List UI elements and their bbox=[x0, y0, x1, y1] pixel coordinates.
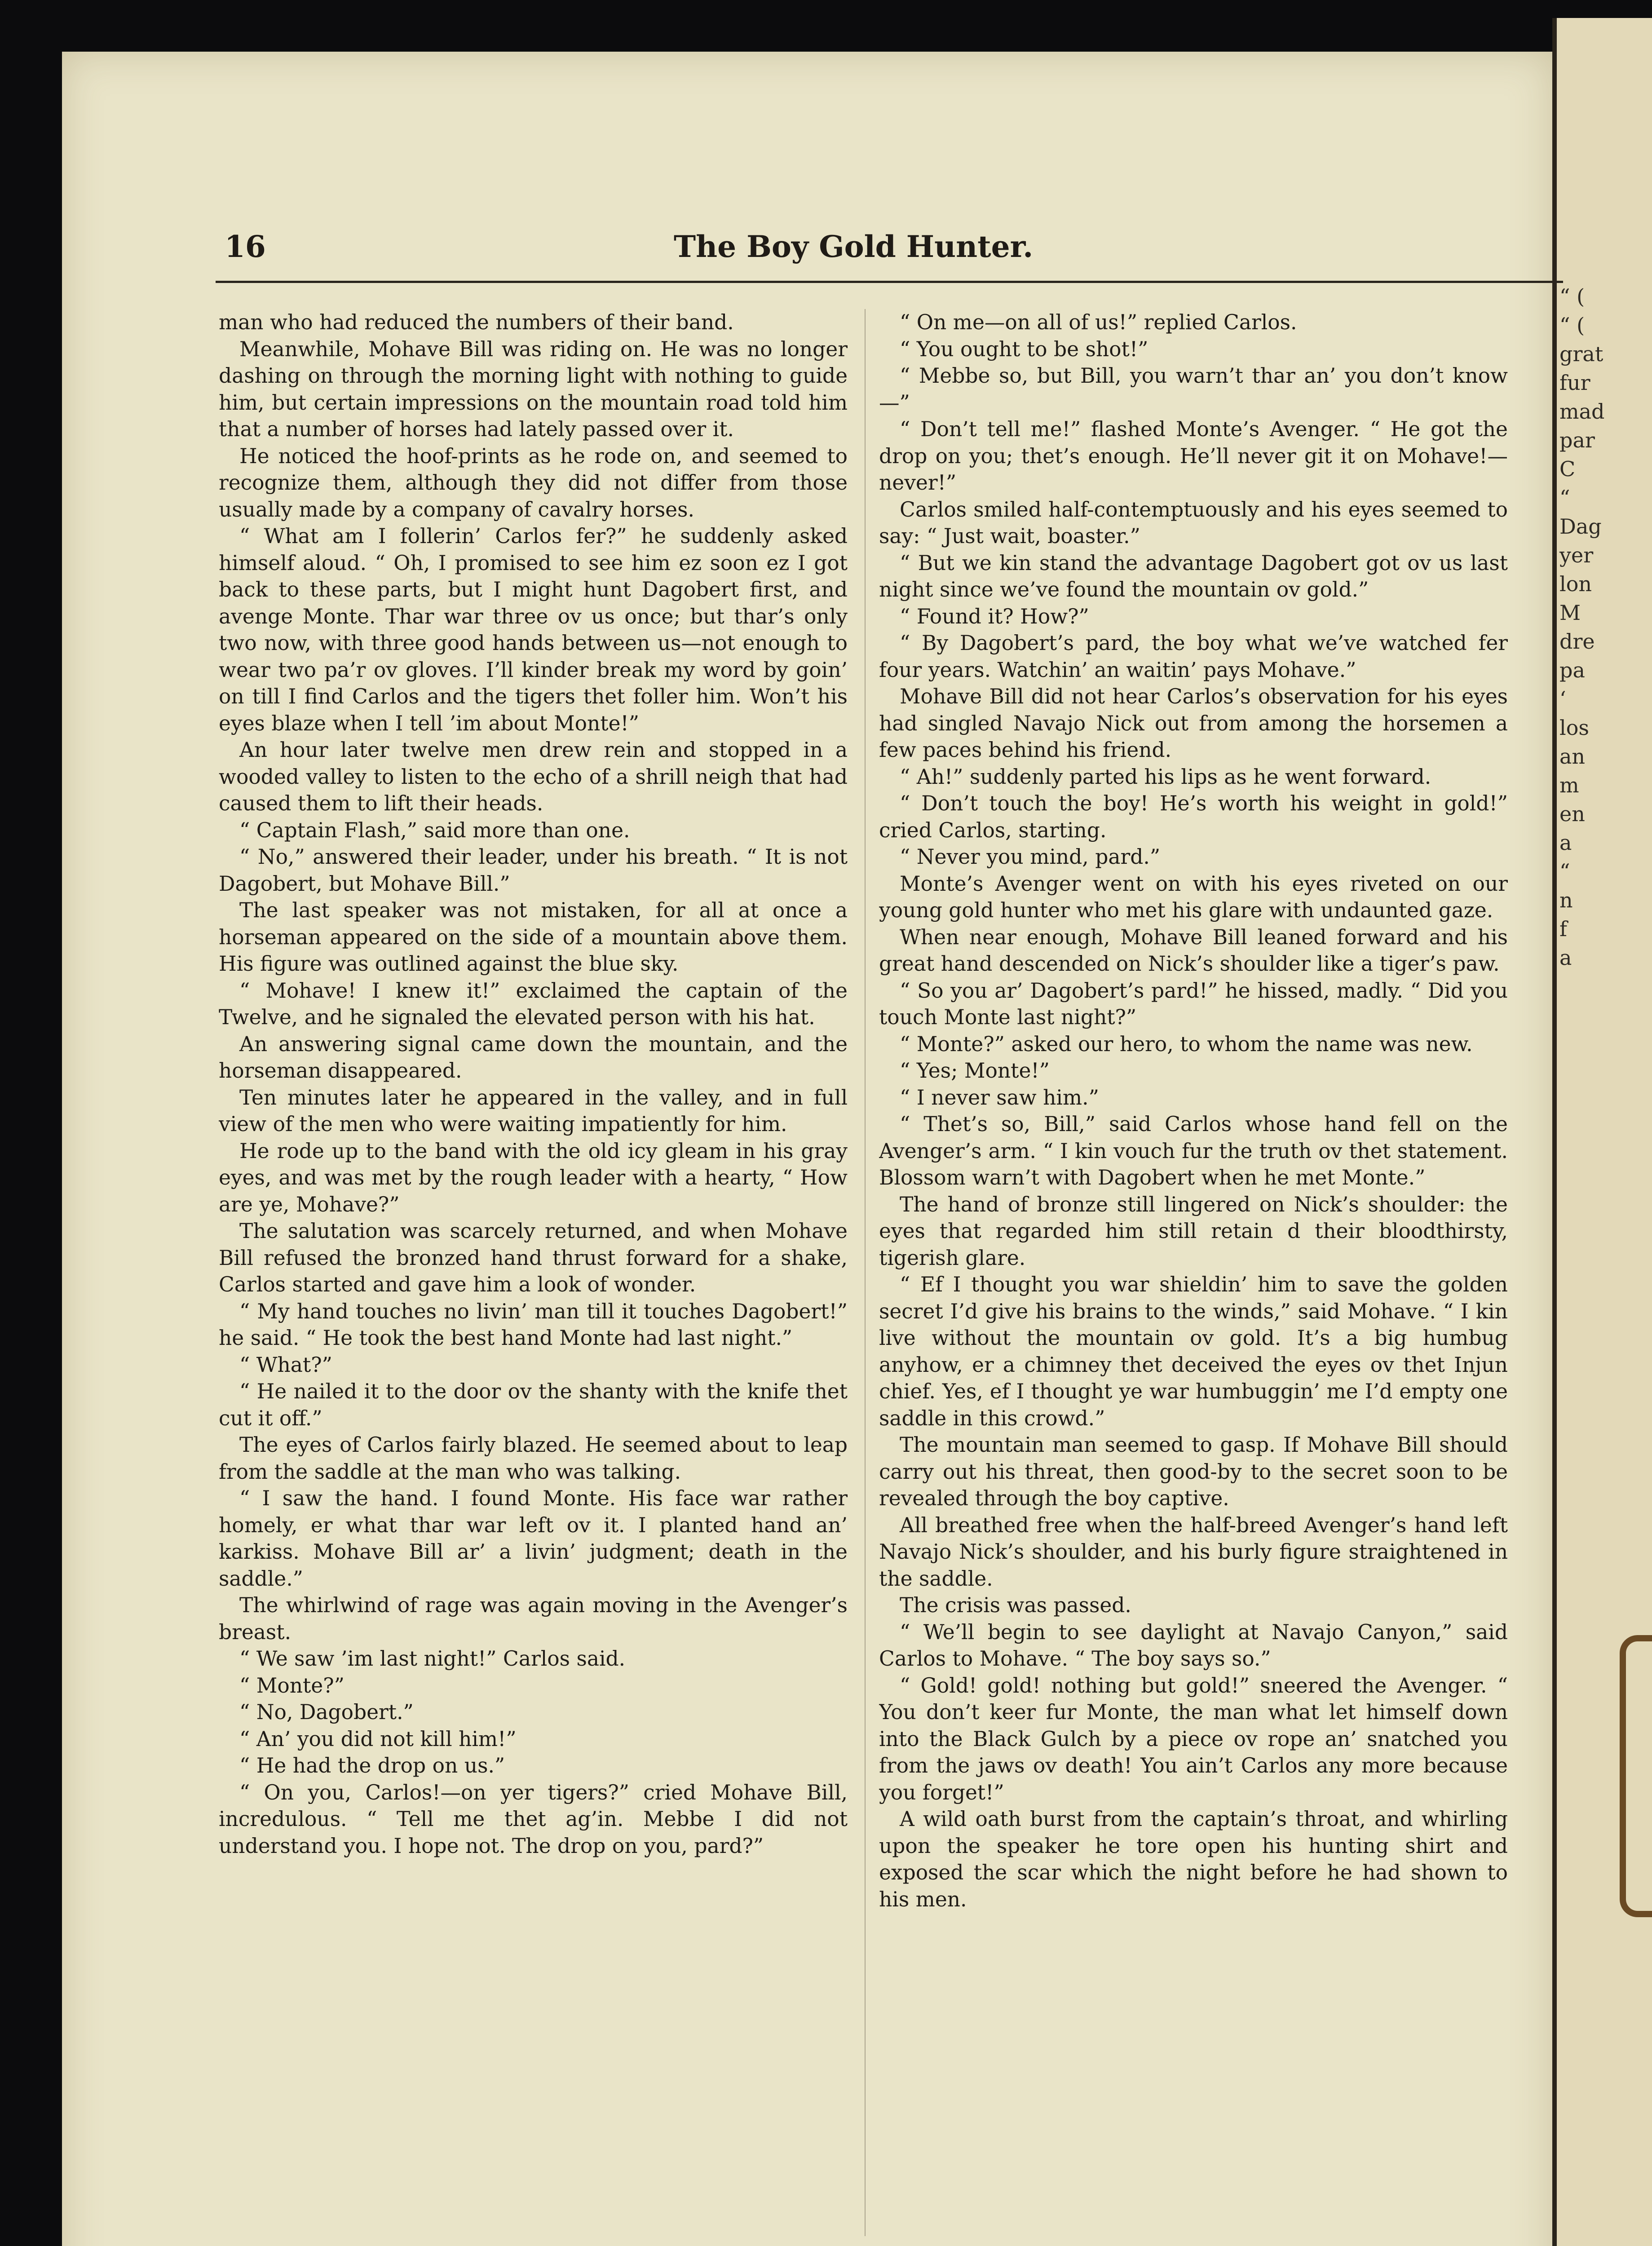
adjacent-page-text-fragment: fur bbox=[1559, 371, 1590, 395]
paragraph: “ Ef I thought you war shieldin’ him to save the golden secret I’d give his brains to the winds,” said Mohave. “ I kin live without the mountain ov gold. It’s a big humbug anyhow, er a chimney thet deceived the eyes ov thet Injun chief. Yes, ef I thought ye war humbuggin’ me I’d empty one saddle in this crowd.” bbox=[879, 1273, 1508, 1430]
paragraph: When near enough, Mohave Bill leaned forward and his great hand descended on Nick’s shoulder like a tiger’s paw. bbox=[879, 925, 1508, 976]
paragraph: The salutation was scarcely returned, and when Mohave Bill refused the bronzed hand thrust forward for a shake, Carlos started and gave him a look of wonder. bbox=[219, 1219, 848, 1296]
paragraph: “ No,” answered their leader, under his breath. “ It is not Dagobert, but Mohave Bill.” bbox=[219, 845, 848, 896]
adjacent-page-text-fragment: pa bbox=[1559, 658, 1585, 682]
paragraph: Monte’s Avenger went on with his eyes riveted on our young gold hunter who met his glare with undaunted gaze. bbox=[879, 871, 1508, 922]
paragraph: A wild oath burst from the captain’s throat, and whirling upon the speaker he tore open his hunting shirt and exposed the scar which the night before he had shown to his men. bbox=[879, 1807, 1508, 1911]
adjacent-page-text-fragment: lon bbox=[1559, 572, 1592, 596]
adjacent-page-text-fragment: M bbox=[1559, 601, 1581, 625]
adjacent-page-text-fragment: C bbox=[1559, 457, 1576, 481]
paragraph: “ On me—on all of us!” replied Carlos. bbox=[900, 310, 1297, 334]
paragraph: An hour later twelve men drew rein and stopped in a wooded valley to listen to the echo of a shrill neigh that had caused them to lift their heads. bbox=[219, 738, 848, 815]
paragraph: “ Don’t tell me!” flashed Monte’s Avenger. “ He got the drop on you; thet’s enough. He’ll never git it on Mohave!—never!” bbox=[879, 417, 1508, 495]
paragraph: All breathed free when the half-breed Avenger’s hand left Navajo Nick’s shoulder, and his burly figure straightened in the saddle. bbox=[879, 1513, 1508, 1591]
paragraph: “ On you, Carlos!—on yer tigers?” cried Mohave Bill, incredulous. “ Tell me thet ag’in. Mebbe I did not understand you. I hope not. The drop on you, pard?” bbox=[219, 1780, 848, 1858]
adjacent-page-text-fragment: par bbox=[1559, 428, 1595, 452]
paragraph: Mohave Bill did not hear Carlos’s observation for his eyes had singled Navajo Nick out from among the horsemen a few paces behind his friend. bbox=[879, 685, 1508, 762]
adjacent-page-text-fragment: an bbox=[1559, 744, 1586, 769]
page-header bbox=[225, 229, 1572, 270]
paragraph: The hand of bronze still lingered on Nick’s shoulder: the eyes that regarded him still retain d their bloodthirsty, tigerish glare. bbox=[879, 1192, 1508, 1270]
paragraph: “ Captain Flash,” said more than one. bbox=[239, 818, 630, 842]
paragraph: “ Ah!” suddenly parted his lips as he went forward. bbox=[900, 765, 1431, 789]
paragraph: “ Don’t touch the boy! He’s worth his weight in gold!” cried Carlos, starting. bbox=[879, 791, 1508, 842]
paragraph: “ Never you mind, pard.” bbox=[900, 845, 1161, 869]
adjacent-page-text-fragment: ‘ bbox=[1559, 687, 1566, 711]
adjacent-page-text-fragment: Dag bbox=[1559, 514, 1602, 539]
paragraph: “ But we kin stand the advantage Dagobert got ov us last night since we’ve found the mountain ov gold.” bbox=[879, 551, 1508, 601]
adjacent-page-text-fragment: “ ( bbox=[1559, 313, 1585, 337]
paragraph: “ Monte?” bbox=[239, 1673, 345, 1698]
adjacent-page-text-fragment: m bbox=[1559, 773, 1579, 797]
paragraph: “ Yes; Monte!” bbox=[900, 1059, 1050, 1083]
paragraph: “ No, Dagobert.” bbox=[239, 1700, 414, 1724]
adjacent-page-text-fragment: los bbox=[1559, 716, 1590, 740]
paragraph: The last speaker was not mistaken, for all at once a horseman appeared on the side of a mountain above them. His figure was outlined against the blue sky. bbox=[219, 898, 848, 976]
page-number: 16 bbox=[225, 229, 266, 264]
adjacent-page-text-fragment: grat bbox=[1559, 342, 1603, 366]
adjacent-page-text-fragment: n bbox=[1559, 888, 1573, 912]
paragraph: Carlos smiled half-contemptuously and his eyes seemed to say: “ Just wait, boaster.” bbox=[879, 497, 1508, 548]
paragraph: man who had reduced the numbers of their band. bbox=[219, 310, 734, 334]
paragraph: The whirlwind of rage was again moving in the Avenger’s breast. bbox=[219, 1593, 848, 1644]
paragraph: “ We saw ’im last night!” Carlos said. bbox=[239, 1647, 626, 1671]
paragraph: The crisis was passed. bbox=[900, 1593, 1131, 1617]
paragraph: “ Gold! gold! nothing but gold!” sneered the Avenger. “ You don’t keer fur Monte, the man what let himself down into the Black Gulch by a piece ov rope an’ snatched you from the jaws ov death! You ain’t Carlos any more because you forget!” bbox=[879, 1673, 1508, 1804]
paragraph: Ten minutes later he appeared in the valley, and in full view of the men who were waiting impatiently for him. bbox=[219, 1085, 848, 1136]
adjacent-page-text-fragment: “ bbox=[1559, 859, 1570, 884]
paragraph: “ I saw the hand. I found Monte. His face war rather homely, er what thar war left ov it. I planted hand an’ karkiss. Mohave Bill ar’ a livin’ judgment; death in the saddle.” bbox=[219, 1486, 848, 1591]
paragraph: The eyes of Carlos fairly blazed. He seemed about to leap from the saddle at the man who was talking. bbox=[219, 1433, 848, 1484]
adjacent-page-text-fragment: dre bbox=[1559, 629, 1595, 654]
adjacent-page-text-fragment: a bbox=[1559, 946, 1572, 970]
paragraph: “ By Dagobert’s pard, the boy what we’ve watched fer four years. Watchin’ an waitin’ pays Mohave.” bbox=[879, 631, 1508, 682]
adjacent-page-edge bbox=[1552, 18, 1652, 2246]
paragraph: “ What?” bbox=[239, 1353, 332, 1377]
adjacent-page-text-fragment: a bbox=[1559, 831, 1572, 855]
paragraph: “ He nailed it to the door ov the shanty with the knife thet cut it off.” bbox=[219, 1379, 848, 1430]
adjacent-page-text-fragment: yer bbox=[1559, 543, 1594, 567]
paragraph: Meanwhile, Mohave Bill was riding on. He was no longer dashing on through the morning light with nothing to guide him, but certain impressions on the mountain road told him that a number of horses had lately passed over it. bbox=[219, 337, 848, 441]
paragraph: “ Thet’s so, Bill,” said Carlos whose hand fell on the Avenger’s arm. “ I kin vouch fur the truth ov thet statement. Blossom warn’t with Dagobert when he met Monte.” bbox=[879, 1112, 1508, 1189]
paragraph: The mountain man seemed to gasp. If Mohave Bill should carry out his threat, then good-by to the secret soon to be revealed through the boy captive. bbox=[879, 1433, 1508, 1510]
paragraph: “ What am I follerin’ Carlos fer?” he suddenly asked himself aloud. “ Oh, I promised to see him ez soon ez I got back to these parts, but I might hunt Dagobert first, and avenge Monte. Thar war three ov us once; but thar’s only two now, with three good hands between us—not enough to wear two pa’r ov gloves. I’ll kinder break my word by goin’ on till I find Carlos and the tigers thet foller him. Won’t his eyes blaze when I tell ’im about Monte!” bbox=[219, 524, 848, 735]
paragraph: He noticed the hoof-prints as he rode on, and seemed to recognize them, although they did not differ from those usually made by a company of cavalry horses. bbox=[219, 444, 848, 522]
adjacent-page-text-fragment: “ bbox=[1559, 486, 1570, 510]
paragraph: “ He had the drop on us.” bbox=[239, 1754, 505, 1777]
paragraph: “ Mebbe so, but Bill, you warn’t thar an’ you don’t know—” bbox=[879, 364, 1508, 415]
column-divider bbox=[865, 309, 866, 2236]
adjacent-page-text-fragment: mad bbox=[1559, 399, 1605, 424]
adjacent-page-text-fragment: f bbox=[1559, 917, 1568, 941]
paragraph: “ Mohave! I knew it!” exclaimed the captain of the Twelve, and he signaled the elevated person with his hat. bbox=[219, 978, 848, 1029]
paragraph: “ Found it? How?” bbox=[900, 604, 1089, 628]
paragraph: He rode up to the band with the old icy gleam in his gray eyes, and was met by the rough leader with a hearty, “ How are ye, Mohave?” bbox=[219, 1139, 848, 1216]
paragraph: “ I never saw him.” bbox=[900, 1085, 1099, 1110]
header-rule bbox=[216, 281, 1563, 283]
paragraph: “ An’ you did not kill him!” bbox=[239, 1727, 517, 1751]
paragraph: “ So you ar’ Dagobert’s pard!” he hissed, madly. “ Did you touch Monte last night?” bbox=[879, 978, 1508, 1029]
paragraph: An answering signal came down the mountain, and the horseman disappeared. bbox=[219, 1032, 848, 1083]
binding-staple bbox=[1620, 1635, 1652, 1917]
text-column-right bbox=[879, 309, 1508, 2246]
paragraph: “ My hand touches no livin’ man till it touches Dagobert!” he said. “ He took the best hand Monte had last night.” bbox=[219, 1299, 848, 1350]
running-title: The Boy Gold Hunter. bbox=[674, 229, 1034, 264]
paragraph: “ Monte?” asked our hero, to whom the name was new. bbox=[900, 1032, 1473, 1056]
text-column-left bbox=[219, 309, 848, 2246]
adjacent-page-text-fragment: “ ( bbox=[1559, 284, 1585, 309]
paragraph: “ You ought to be shot!” bbox=[900, 337, 1148, 361]
adjacent-page-text-fragment: en bbox=[1559, 802, 1585, 826]
paragraph: “ We’ll begin to see daylight at Navajo Canyon,” said Carlos to Mohave. “ The boy says so.” bbox=[879, 1620, 1508, 1671]
